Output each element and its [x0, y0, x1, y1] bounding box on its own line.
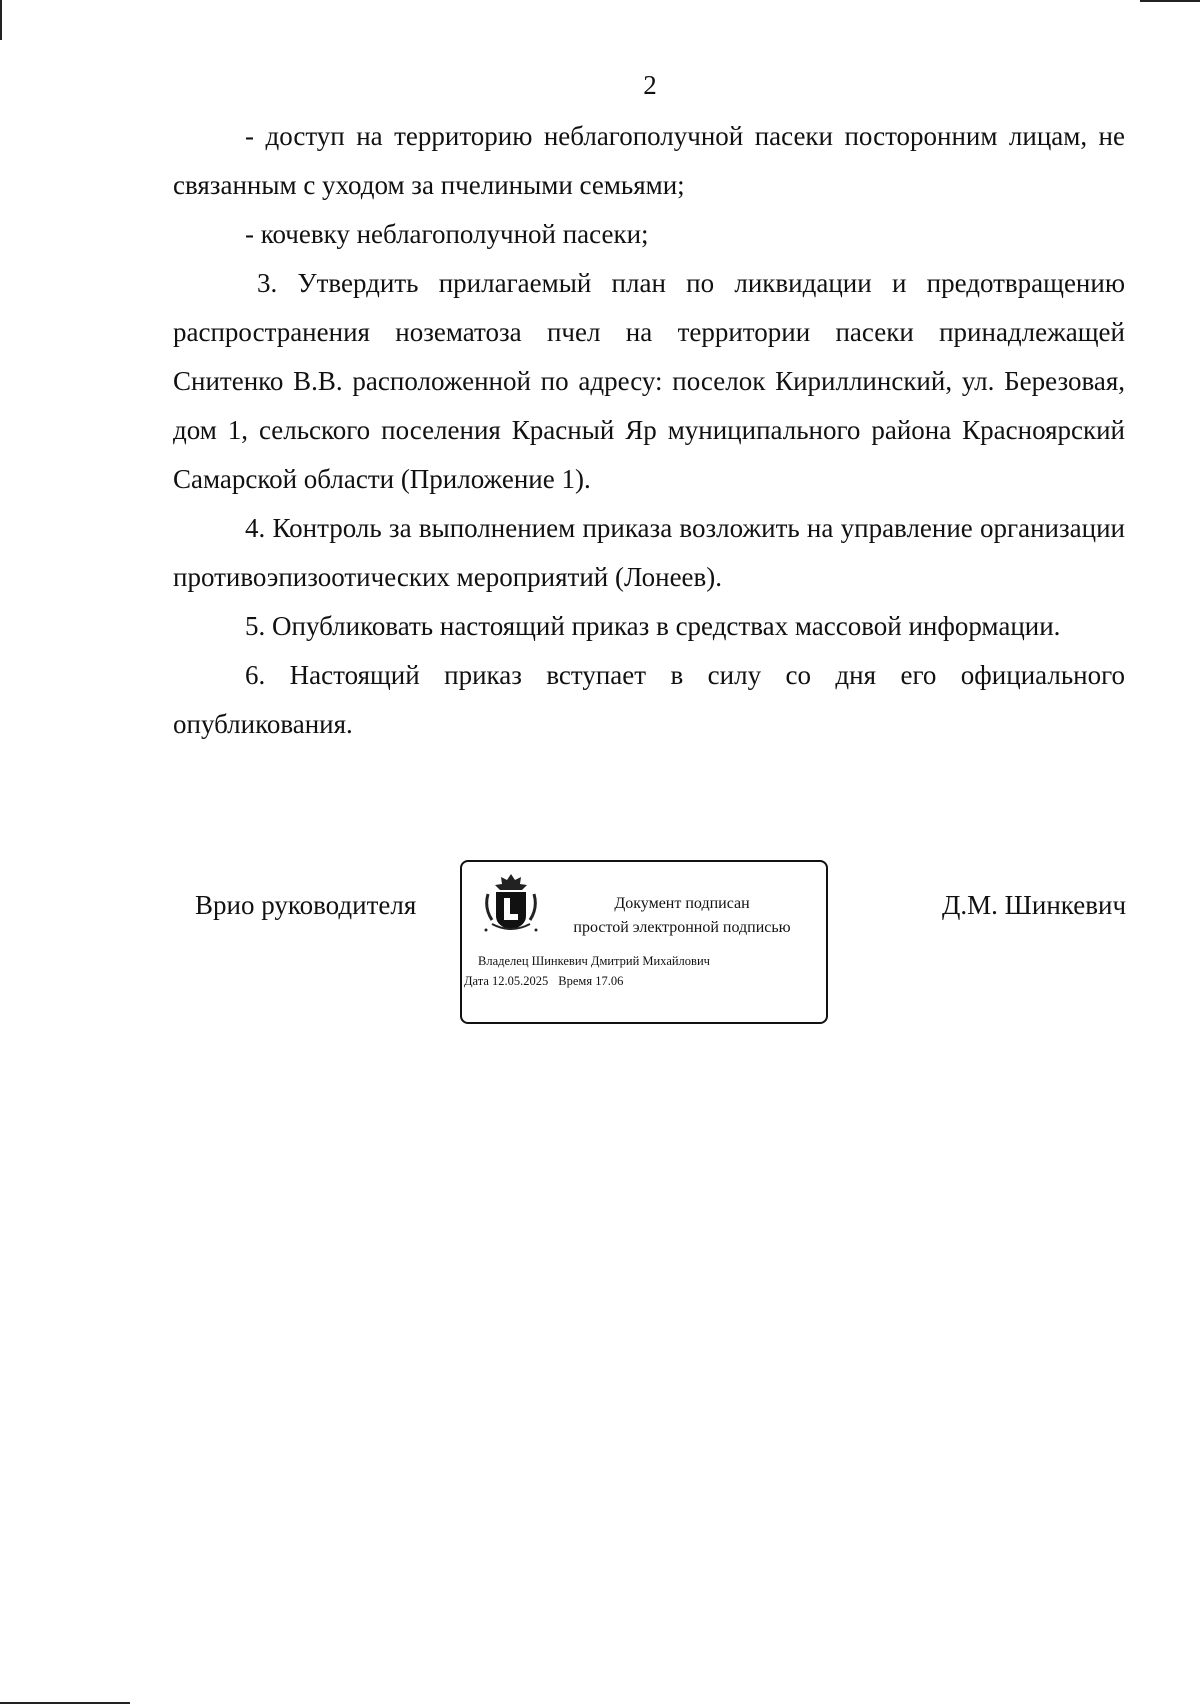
stamp-title	[542, 892, 822, 940]
paragraph-access: - доступ на территорию неблагополучной пасеки посторонним лицам, не связанным с уходом за пчелиными семьями;	[173, 121, 1125, 200]
stamp-title-line-1: Документ подписан	[614, 895, 750, 912]
stamp-title-line-2: простой электронной подписью	[573, 919, 791, 936]
signatory-name: Д.М. Шинкевич	[942, 890, 1127, 920]
electronic-signature-stamp	[460, 860, 828, 1024]
paragraph-relocation: - кочевку неблагополучной пасеки;	[245, 219, 649, 249]
paragraph-6-effect: 6. Настоящий приказ вступает в силу со дня его официального опубликования.	[173, 660, 1125, 739]
coat-of-arms-icon	[482, 872, 540, 936]
stamp-date-time	[464, 974, 633, 989]
scan-edge-top-right	[1140, 0, 1200, 2]
paragraph-3-plan: 3. Утвердить прилагаемый план по ликвидации и предотвращению распространения нозематоза пчел на территории пасеки принадлежащей Снитенко В.В. расположенной по адресу: поселок Кириллинский, ул. Березовая, дом 1, сельского поселения Красный Яр муниципального района Красноярский Самарской области (Приложение 1).	[173, 268, 1125, 494]
signatory-role: Врио руководителя	[195, 890, 417, 920]
stamp-owner: Владелец Шинкевич Дмитрий Михайлович	[478, 954, 710, 968]
paragraph-4-control: 4. Контроль за выполнением приказа возложить на управление организации противоэпизоотических мероприятий (Лонеев).	[173, 513, 1125, 592]
scan-edge-bottom-left	[0, 1702, 130, 1704]
scan-edge-left	[0, 0, 2, 40]
order-body	[173, 112, 1125, 749]
paragraph-5-publish: 5. Опубликовать настоящий приказ в средствах массовой информации.	[245, 611, 1061, 641]
stamp-time: Время 17.06	[558, 974, 624, 988]
page-number: 2	[643, 70, 657, 100]
stamp-date: Дата 12.05.2025	[464, 974, 549, 988]
